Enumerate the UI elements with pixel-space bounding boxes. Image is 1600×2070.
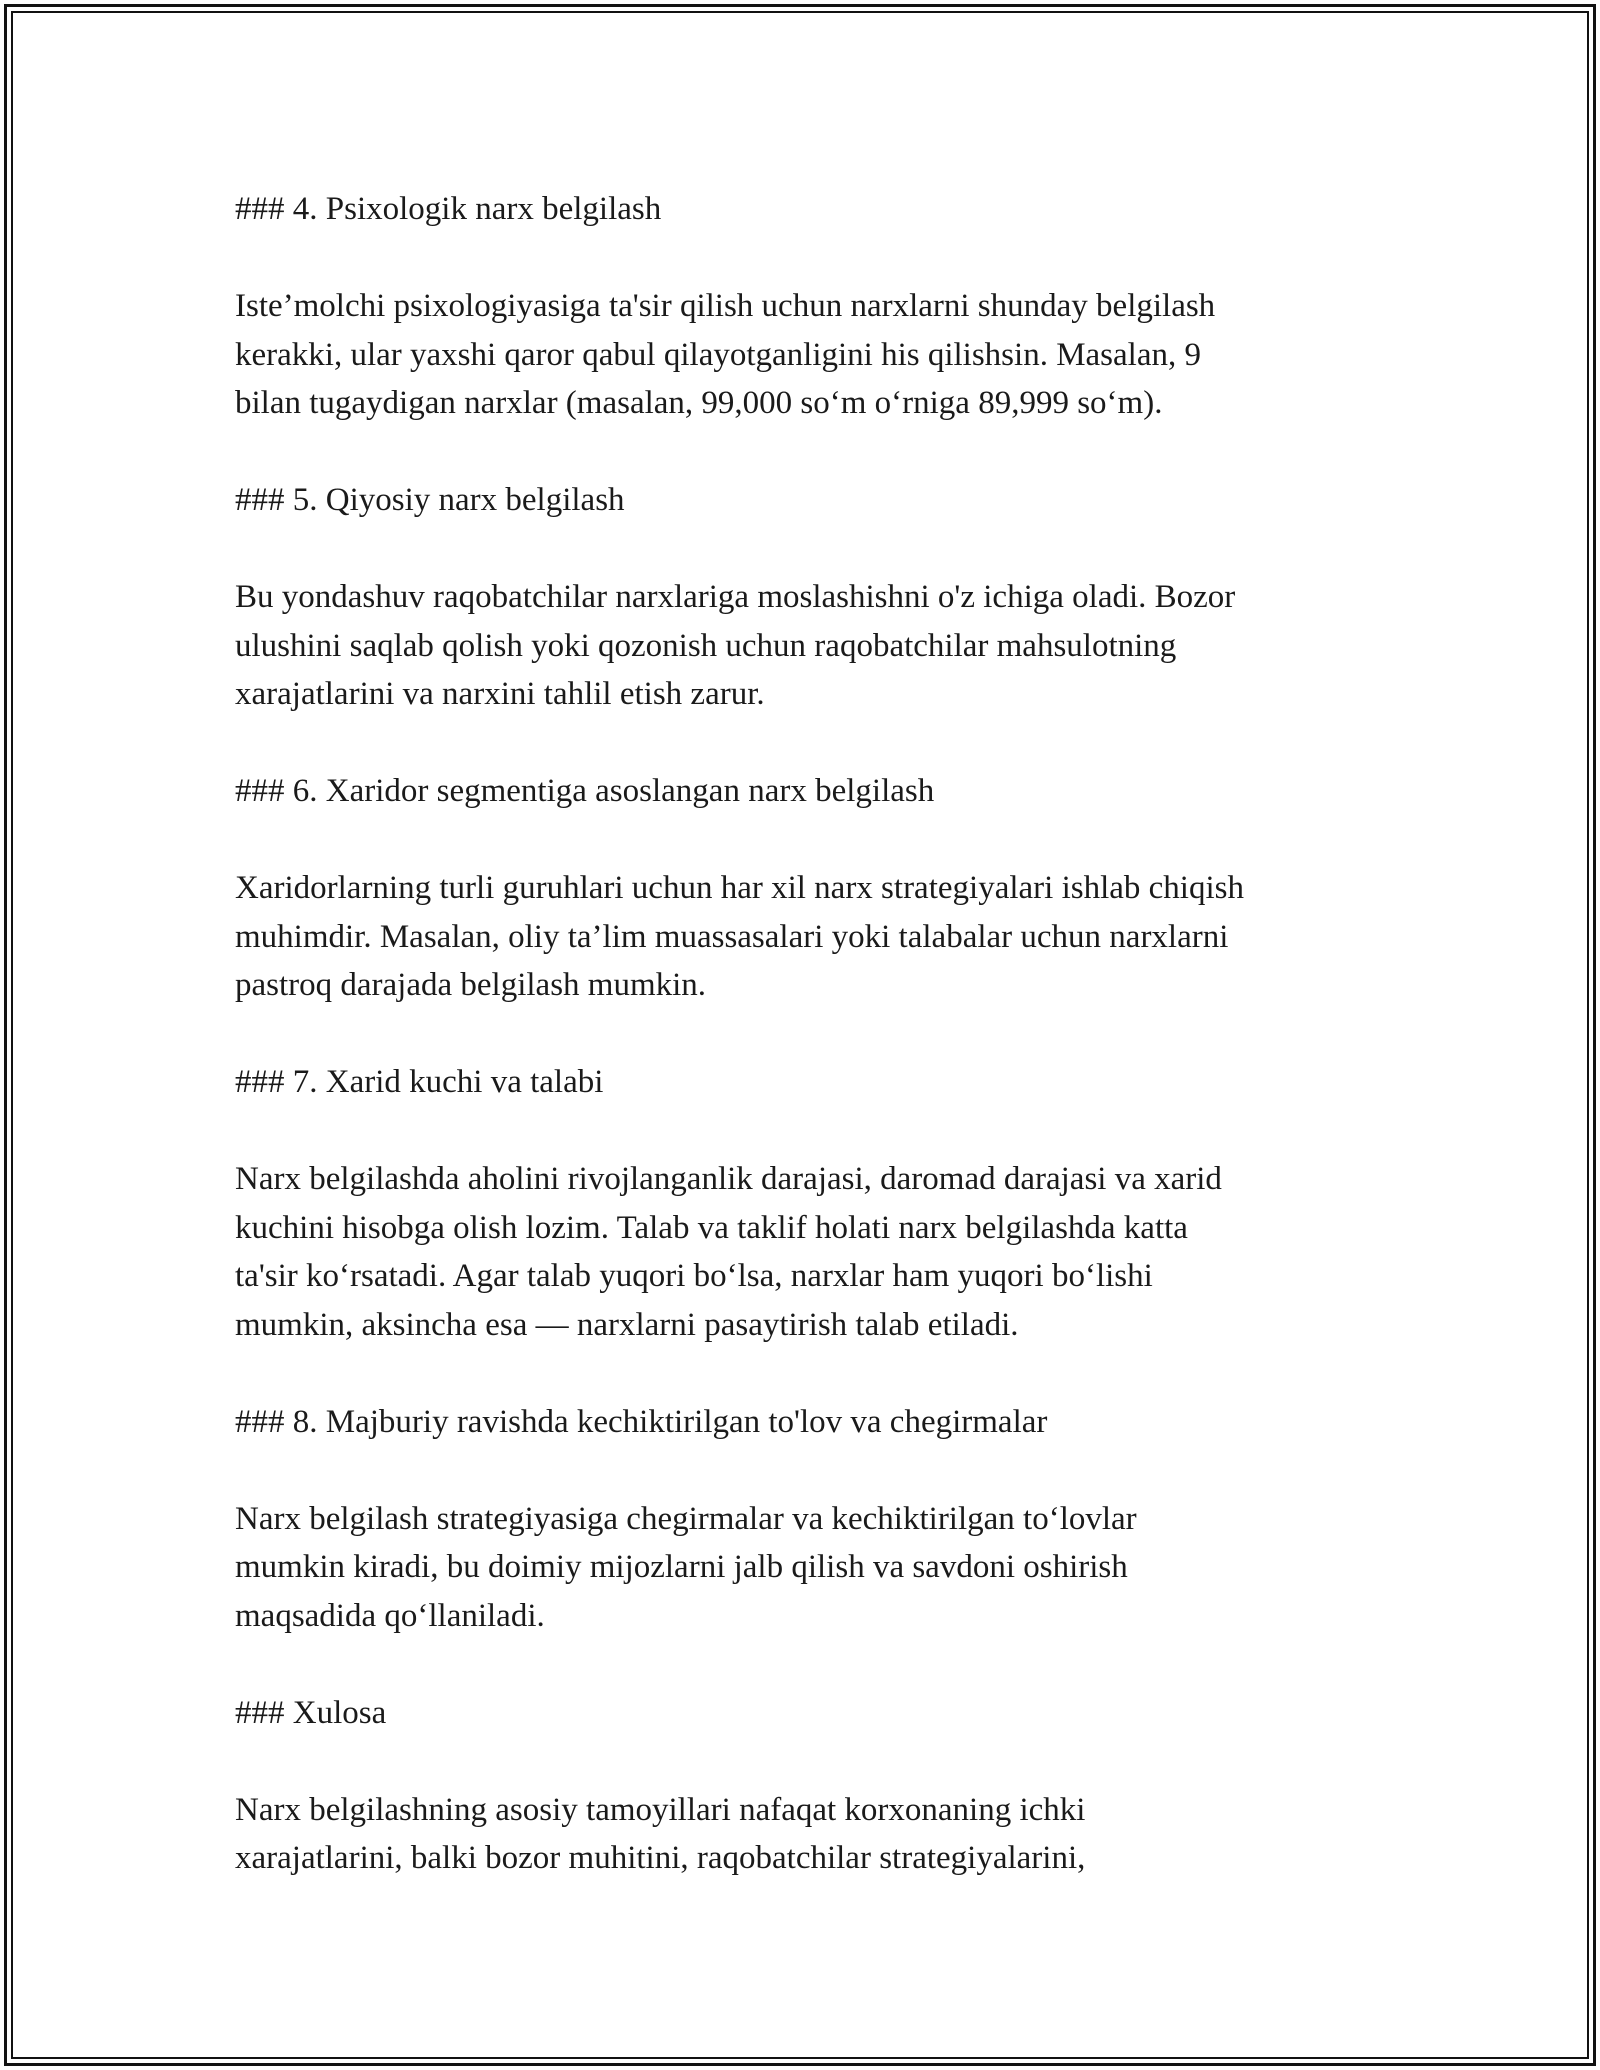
body-paragraph [235,864,1395,1010]
body-paragraph [235,1786,1395,1883]
paragraph-line: ta'sir ko‘rsatadi. Agar talab yuqori bo‘lsa, narxlar ham yuqori bo‘lishi [235,1258,1153,1294]
section-heading [235,1058,1395,1107]
heading-text: ### 4. Psixologik narx belgilash [235,191,662,227]
heading-text: ### Xulosa [235,1694,387,1731]
paragraph-line: xarajatlarini, balki bozor muhitini, raqobatchilar strategiyalarini, [235,1840,1086,1876]
paragraph-line: Narx belgilashning asosiy tamoyillari nafaqat korxonaning ichki [235,1791,1086,1828]
paragraph-line: Narx belgilashda aholini rivojlanganlik darajasi, daromad darajasi va xarid [235,1161,1222,1197]
heading-text: ### 8. Majburiy ravishda kechiktirilgan to'lov va chegirmalar [235,1403,1048,1440]
document-body [235,185,1395,1931]
paragraph-line: mumkin, aksincha esa — narxlarni pasaytirish talab etiladi. [235,1306,1019,1343]
paragraph-line: Xaridorlarning turli guruhlari uchun har xil narx strategiyalari ishlab chiqish [235,870,1244,906]
paragraph-line: Iste’molchi psixologiyasiga ta'sir qilish uchun narxlarni shunday belgilash [235,288,1216,324]
body-paragraph [235,573,1395,719]
paragraph-line: Bu yondashuv raqobatchilar narxlariga moslashishni o'z ichiga oladi. Bozor [235,579,1236,615]
heading-text: ### 7. Xarid kuchi va talabi [235,1064,604,1100]
paragraph-line: bilan tugaydigan narxlar (masalan, 99,000 so‘m o‘rniga 89,999 so‘m). [235,385,1163,421]
heading-text: ### 5. Qiyosiy narx belgilash [235,482,625,518]
paragraph-line: kuchini hisobga olish lozim. Talab va taklif holati narx belgilashda katta [235,1209,1188,1246]
paragraph-line: ulushini saqlab qolish yoki qozonish uchun raqobatchilar mahsulotning [235,627,1177,664]
section-heading [235,1398,1395,1447]
section-heading [235,476,1395,525]
body-paragraph [235,1495,1395,1641]
paragraph-line: kerakki, ular yaxshi qaror qabul qilayotganligini his qilishsin. Masalan, 9 [235,336,1201,373]
section-heading [235,1689,1395,1738]
paragraph-line: Narx belgilash strategiyasiga chegirmalar va kechiktirilgan to‘lovlar [235,1500,1137,1537]
paragraph-line: maqsadida qo‘llaniladi. [235,1597,545,1634]
paragraph-line: xarajatlarini va narxini tahlil etish zarur. [235,676,765,712]
paragraph-line: muhimdir. Masalan, oliy ta’lim muassasalari yoki talabalar uchun narxlarni [235,918,1229,955]
section-heading [235,767,1395,816]
paragraph-line: pastroq darajada belgilash mumkin. [235,967,707,1003]
heading-text: ### 6. Xaridor segmentiga asoslangan narx belgilash [235,773,935,809]
body-paragraph [235,282,1395,428]
section-heading [235,185,1395,234]
body-paragraph [235,1155,1395,1349]
paragraph-line: mumkin kiradi, bu doimiy mijozlarni jalb qilish va savdoni oshirish [235,1549,1128,1585]
